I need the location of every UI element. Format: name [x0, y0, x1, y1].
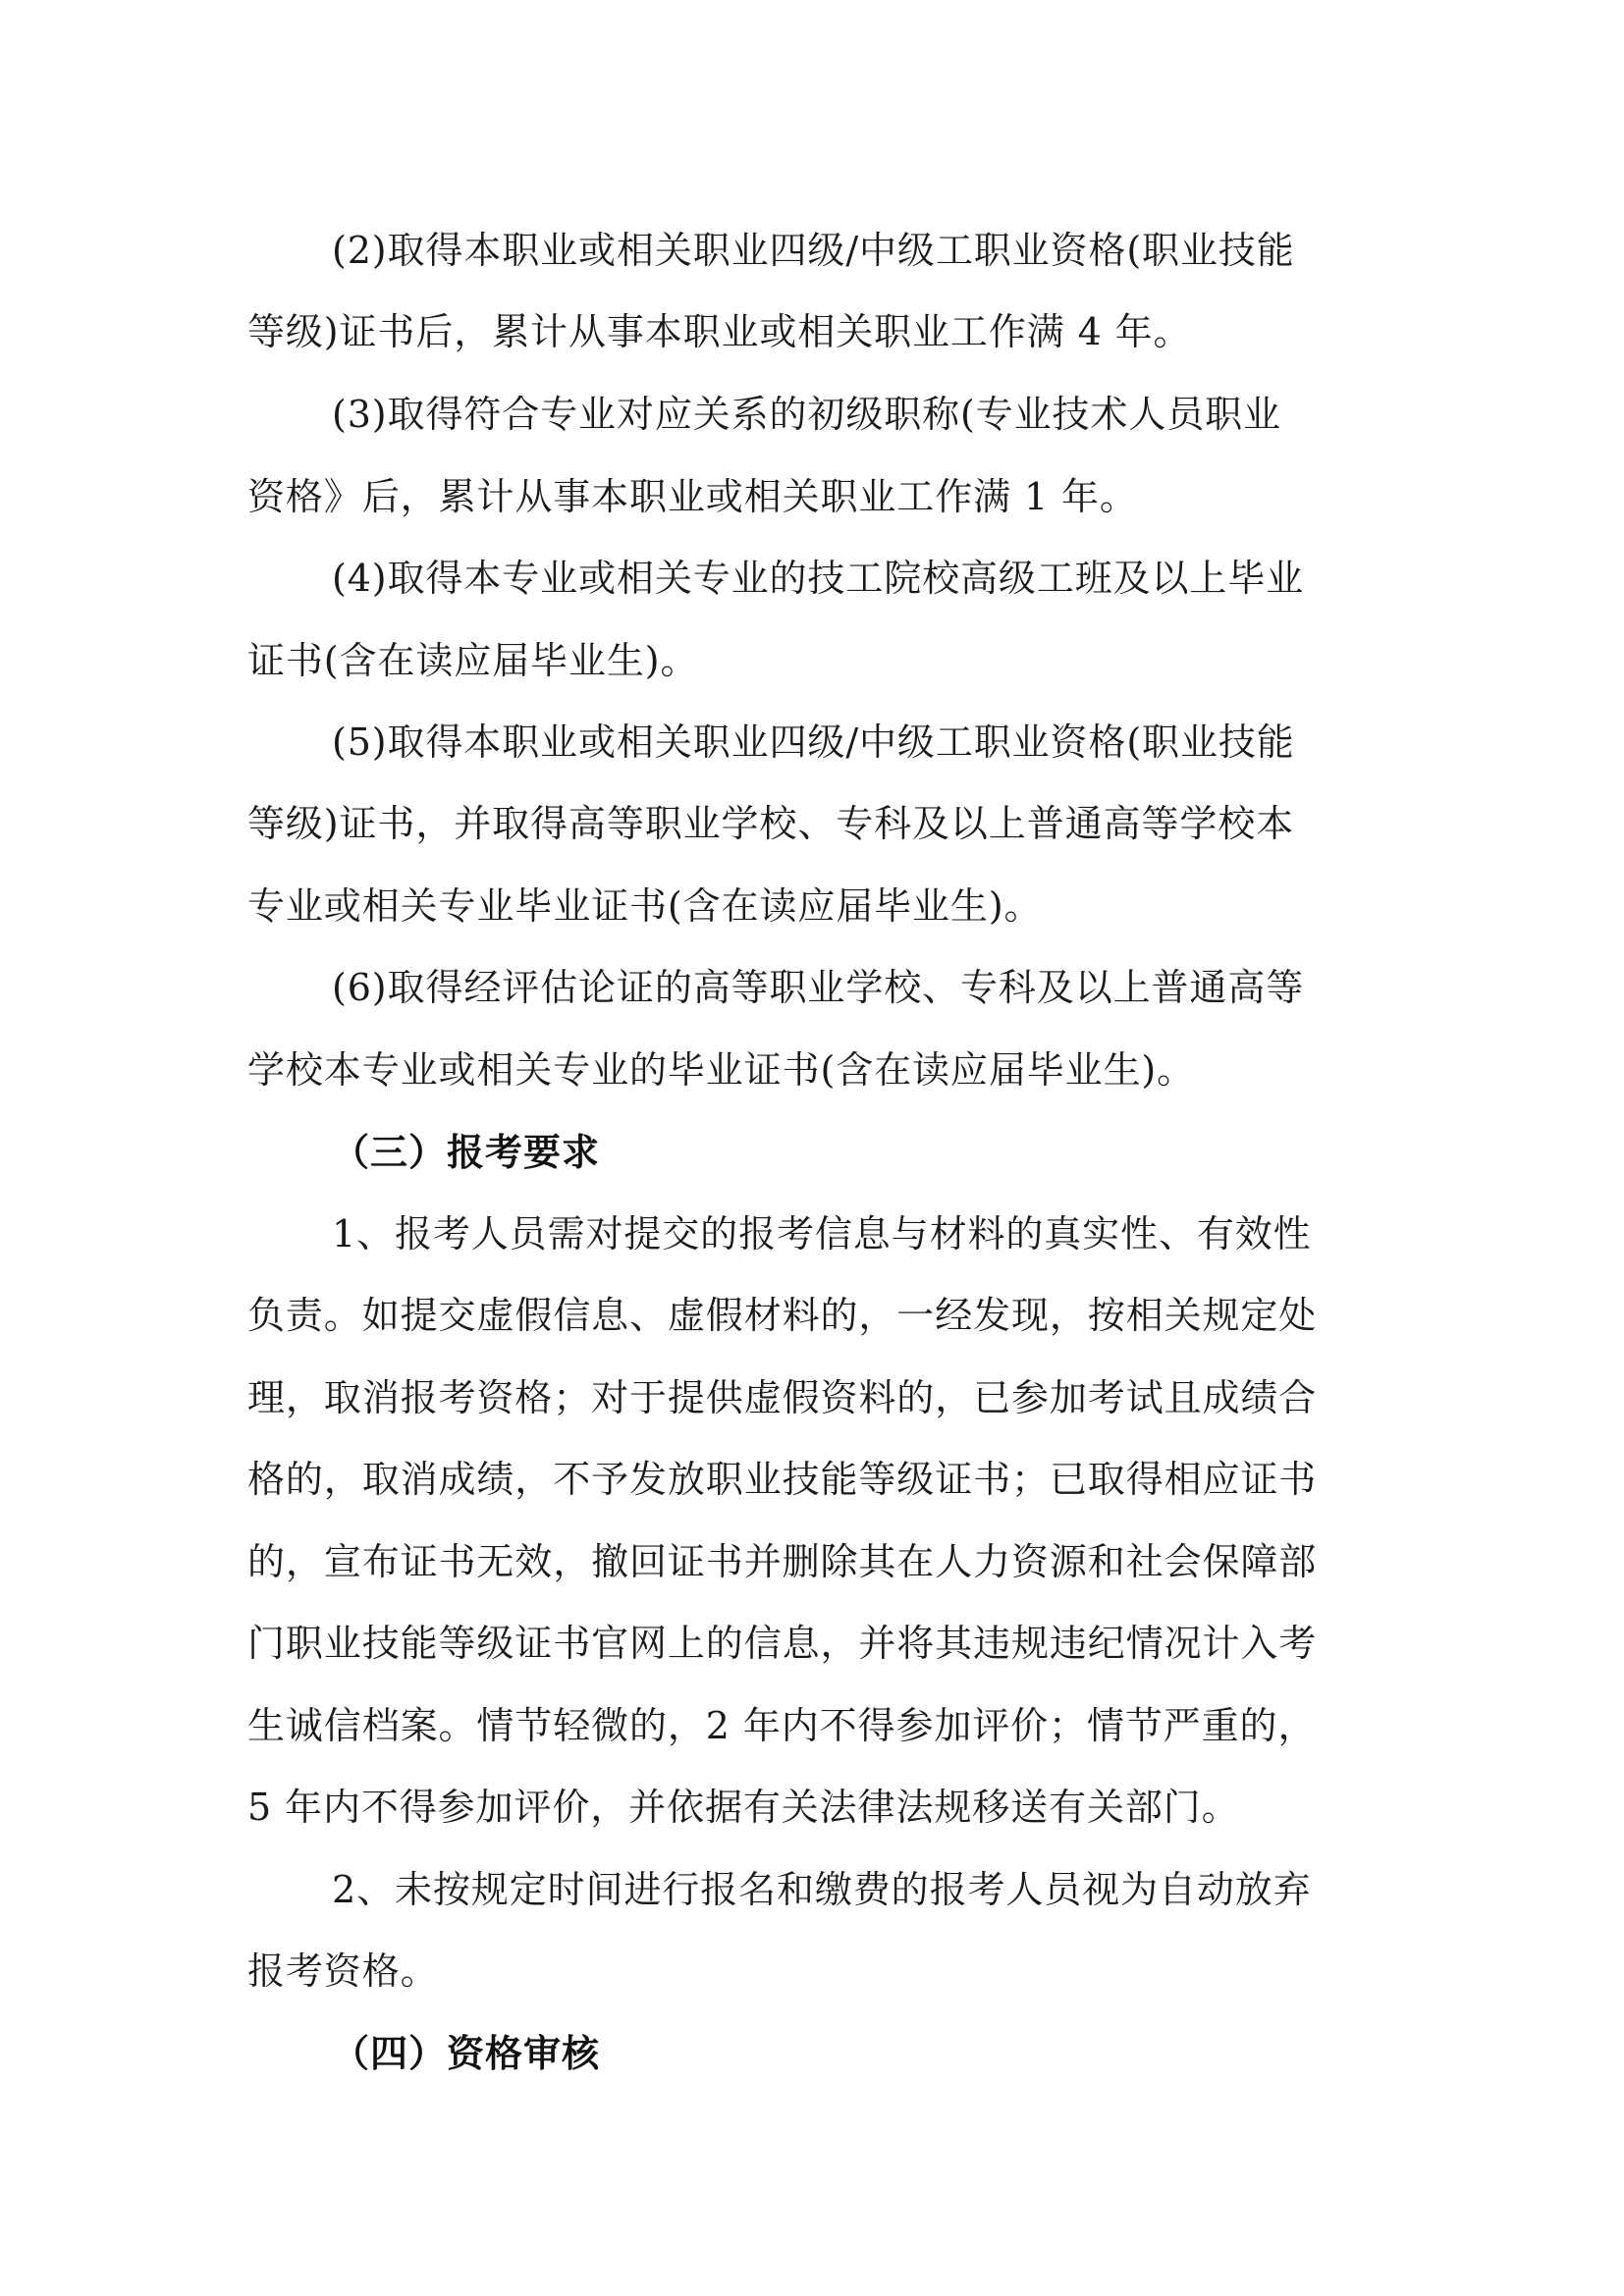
- paragraph-line: 学校本专业或相关专业的毕业证书(含在读应届毕业生)。: [247, 1048, 1196, 1092]
- paragraph-line: 负责。如提交虚假信息、虚假材料的，一经发现，按相关规定处: [247, 1294, 1318, 1337]
- paragraph-line: 5 年内不得参加评价，并依据有关法律法规移送有关部门。: [247, 1786, 1240, 1829]
- paragraph-line: 等级)证书后，累计从事本职业或相关职业工作满 4 年。: [247, 310, 1192, 353]
- paragraph-line: 生诚信档案。情节轻微的，2 年内不得参加评价；情节严重的，: [247, 1704, 1317, 1747]
- paragraph-line: 的，宣布证书无效，撤回证书并删除其在人力资源和社会保障部: [247, 1540, 1318, 1583]
- paragraph-line: 格的，取消成绩，不予发放职业技能等级证书；已取得相应证书: [247, 1458, 1318, 1501]
- paragraph-line: 理，取消报考资格；对于提供虚假资料的，已参加考试且成绩合: [247, 1376, 1318, 1419]
- paragraph-line: (6)取得经评估论证的高等职业学校、专科及以上普通高等: [332, 966, 1305, 1009]
- paragraph-line: (4)取得本专业或相关专业的技工院校高级工班及以上毕业: [332, 557, 1305, 600]
- paragraph-line: 门职业技能等级证书官网上的信息，并将其违规违纪情况计入考: [247, 1622, 1318, 1665]
- paragraph-line: 专业或相关专业毕业证书(含在读应届毕业生)。: [247, 884, 1043, 928]
- section-heading-4: （四）资格审核: [332, 2032, 601, 2075]
- section-heading-3: （三）报考要求: [332, 1131, 601, 1174]
- paragraph-line: 等级)证书，并取得高等职业学校、专科及以上普通高等学校本: [247, 802, 1295, 845]
- paragraph-line: 1、报考人员需对提交的报考信息与材料的真实性、有效性: [332, 1212, 1312, 1255]
- paragraph-line: 资格》后，累计从事本职业或相关职业工作满 1 年。: [247, 475, 1138, 518]
- paragraph-line: (3)取得符合专业对应关系的初级职称(专业技术人员职业: [332, 393, 1281, 436]
- paragraph-line: 证书(含在读应届毕业生)。: [247, 639, 699, 682]
- paragraph-line: 报考资格。: [247, 1949, 439, 1993]
- paragraph-line: (2)取得本职业或相关职业四级/中级工职业资格(职业技能: [332, 229, 1295, 272]
- paragraph-line: (5)取得本职业或相关职业四级/中级工职业资格(职业技能: [332, 721, 1295, 764]
- paragraph-line: 2、未按规定时间进行报名和缴费的报考人员视为自动放弃: [332, 1868, 1312, 1911]
